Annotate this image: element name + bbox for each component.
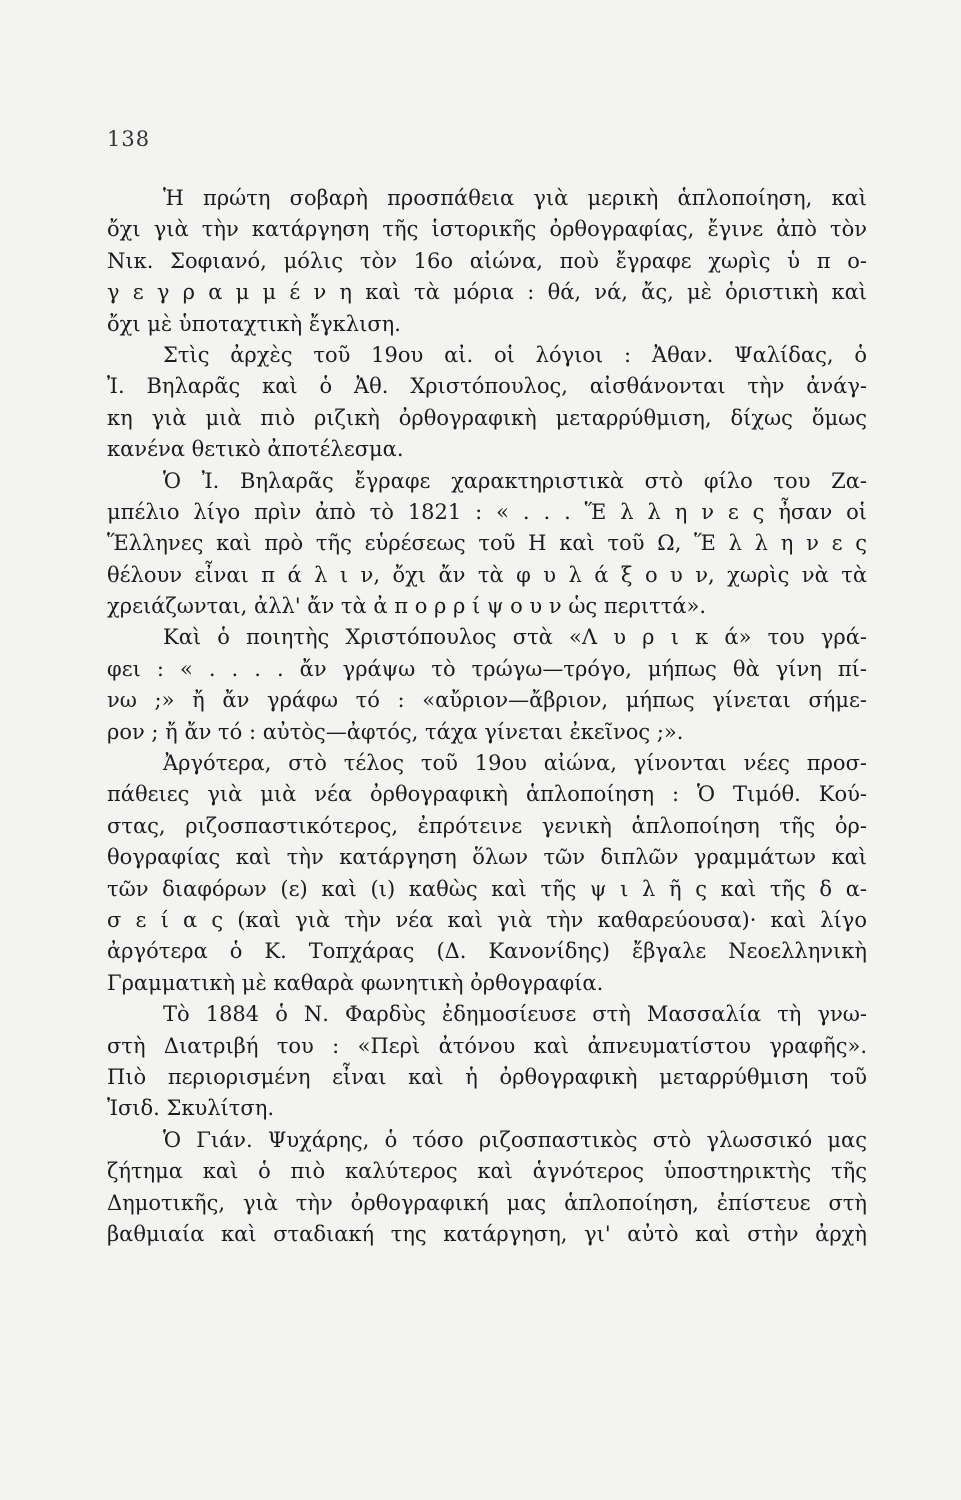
text-line: βαθμιαία καὶ σταδιακή της κατάργηση, γι' αὐτὸ καὶ στὴν ἀρχὴ	[107, 1221, 867, 1246]
text-line: Ἕλληνες καὶ πρὸ τῆς εὑρέσεως τοῦ Η καὶ τοῦ Ω, Ἕ λ λ η ν ε ς	[107, 531, 867, 556]
text-line: Τὸ 1884 ὁ Ν. Φαρδὺς ἐδημοσίευσε στὴ Μασσαλία τὴ γνω-	[163, 1002, 867, 1027]
text-line: Ὁ Γιάν. Ψυχάρης, ὁ τόσο ριζοσπαστικὸς στὸ γλωσσικό μας	[163, 1127, 867, 1152]
text-line: ὄχι μὲ ὑποταχτικὴ ἔγκλιση.	[107, 311, 401, 336]
text-line: Στὶς ἀρχὲς τοῦ 19ου αἰ. οἱ λόγιοι : Ἀθαν. Ψαλίδας, ὁ	[163, 342, 867, 367]
text-line: φει : « . . . . ἄν γράψω τὸ τρώγω—τρόγο, μήπως θὰ γίνη πί-	[107, 656, 867, 681]
text-line: ὄχι γιὰ τὴν κατάργηση τῆς ἱστορικῆς ὀρθογραφίας, ἔγινε ἀπὸ τὸν	[107, 217, 867, 242]
text-line: σ ε ί α ς (καὶ γιὰ τὴν νέα καὶ γιὰ τὴν καθαρεύουσα)· καὶ λίγο	[107, 907, 867, 932]
text-line: θέλουν εἶναι π ά λ ι ν, ὄχι ἄν τὰ φ υ λ ά ξ ο υ ν, χωρὶς νὰ τὰ	[107, 562, 867, 587]
text-line: Καὶ ὁ ποιητὴς Χριστόπουλος στὰ «Λ υ ρ ι κ ά» του γρά-	[163, 625, 867, 650]
text-line: ζήτημα καὶ ὁ πιὸ καλύτερος καὶ ἁγνότερος ὑποστηρικτὴς τῆς	[107, 1159, 867, 1184]
text-line: στὴ Διατριβή του : «Περὶ ἀτόνου καὶ ἀπνευματίστου γραφῆς».	[107, 1033, 867, 1058]
text-line: τῶν διαφόρων (ε) καὶ (ι) καθὼς καὶ τῆς ψ ι λ ῆ ς καὶ τῆς δ α-	[107, 876, 867, 901]
body-text	[107, 183, 867, 1250]
text-line: Δημοτικῆς, γιὰ τὴν ὀρθογραφική μας ἁπλοποίηση, ἐπίστευε στὴ	[107, 1190, 867, 1215]
text-line: Νικ. Σοφιανό, μόλις τὸν 16ο αἰώνα, ποὺ ἔγραφε χωρὶς ὑ π ο-	[107, 248, 867, 273]
text-line: γ ε γ ρ α μ μ έ ν η καὶ τὰ μόρια : θά, νά, ἄς, μὲ ὁριστικὴ καὶ	[107, 280, 867, 305]
text-line: νω ;» ἤ ἄν γράφω τό : «αὔριον—ἄβριον, μήπως γίνεται σήμε-	[107, 688, 867, 713]
text-line: κανένα θετικὸ ἀποτέλεσμα.	[107, 437, 404, 462]
text-line: ρον ; ἤ ἄν τό : αὐτὸς—ἀφτός, τάχα γίνεται ἐκεῖνος ;».	[107, 719, 684, 744]
text-line: χρειάζωνται, ἀλλ' ἄν τὰ ἀ π ο ρ ρ ί ψ ο υ ν ὡς περιττά».	[107, 594, 707, 619]
text-line: Ἡ πρώτη σοβαρὴ προσπάθεια γιὰ μερικὴ ἁπλοποίηση, καὶ	[163, 186, 867, 210]
text-line: ἀργότερα ὁ Κ. Τοπχάρας (Δ. Κανονίδης) ἔβγαλε Νεοελληνικὴ	[107, 939, 867, 964]
text-line: Ἰσιδ. Σκυλίτση.	[107, 1096, 274, 1121]
text-line: Πιὸ περιορισμένη εἶναι καὶ ἡ ὀρθογραφικὴ μεταρρύθμιση τοῦ	[107, 1064, 867, 1089]
text-line: Γραμματικὴ μὲ καθαρὰ φωνητικὴ ὀρθογραφία.	[107, 970, 604, 995]
text-line: πάθειες γιὰ μιὰ νέα ὀρθογραφικὴ ἁπλοποίηση : Ὁ Τιμόθ. Κού-	[107, 782, 867, 807]
text-line: κη γιὰ μιὰ πιὸ ριζικὴ ὀρθογραφικὴ μεταρρύθμιση, δίχως ὅμως	[107, 405, 867, 430]
text-line: θογραφίας καὶ τὴν κατάργηση ὅλων τῶν διπλῶν γραμμάτων καὶ	[107, 845, 867, 870]
text-line: στας, ριζοσπαστικότερος, ἐπρότεινε γενικὴ ἁπλοποίηση τῆς ὀρ-	[107, 813, 867, 838]
text-line: Ἰ. Βηλαρᾶς καὶ ὁ Ἀθ. Χριστόπουλος, αἰσθάνονται τὴν ἀνάγ-	[107, 374, 867, 399]
text-line: Ὁ Ἰ. Βηλαρᾶς ἔγραφε χαρακτηριστικὰ στὸ φίλο του Ζα-	[163, 468, 867, 493]
text-line: μπέλιο λίγο πρὶν ἀπὸ τὸ 1821 : « . . . Ἕ λ λ η ν ε ς ἦσαν οἱ	[107, 499, 867, 524]
text-line: Ἀργότερα, στὸ τέλος τοῦ 19ου αἰώνα, γίνονται νέες προσ-	[163, 751, 867, 776]
page-number: 138	[107, 127, 151, 151]
